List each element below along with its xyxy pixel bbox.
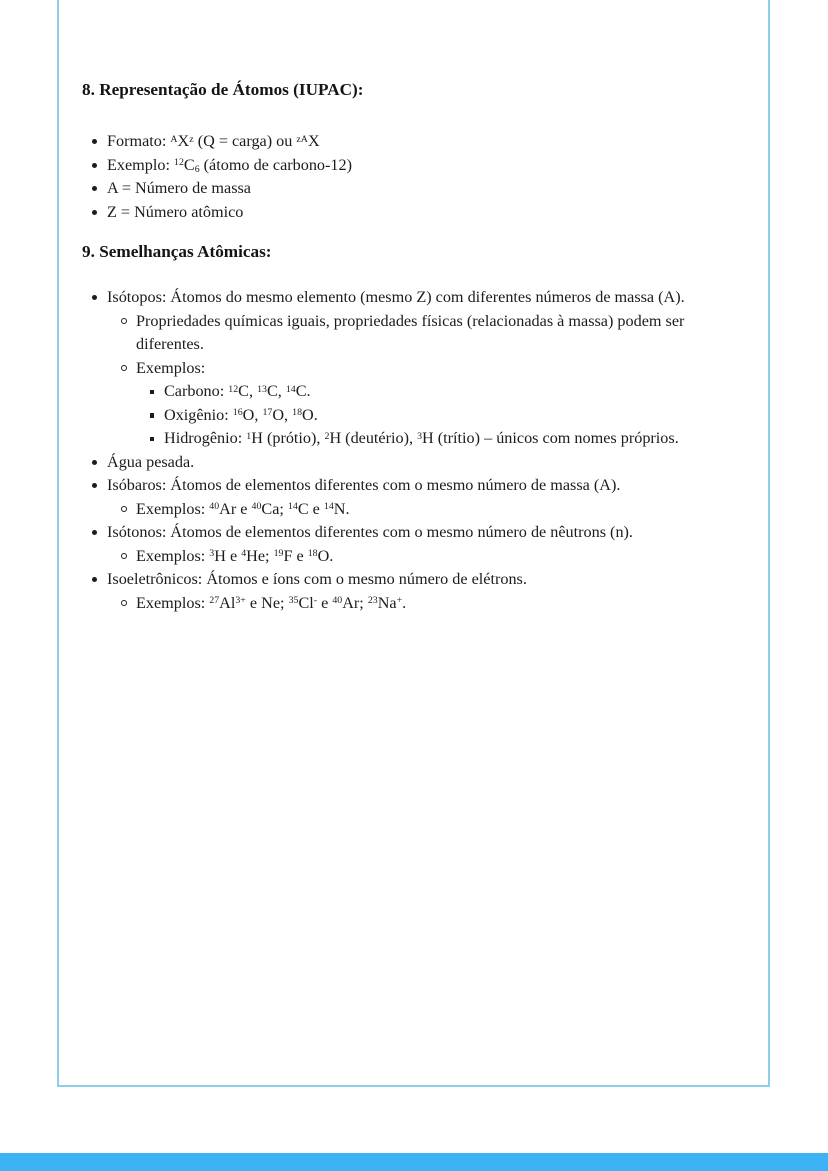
list-item-text: Exemplos: $^{27}Al^{3+}$ e Ne; $^{35}$Cl- e $^{40}$Ar; $^{23}$Na+. <box>136 593 407 612</box>
list-item-text: Água pesada. <box>107 452 195 471</box>
bullet-square-marker <box>150 437 155 442</box>
list-item-text: Isótopos: Átomos do mesmo elemento (mesmo Z) com diferentes números de massa (A). <box>107 288 685 306</box>
bullet-circle-marker <box>121 553 127 559</box>
list-item-text: Isótonos: Átomos de elementos diferentes com o mesmo número de nêutrons (n). <box>107 523 633 541</box>
bullet-circle-marker <box>121 506 127 512</box>
list-item <box>82 380 746 404</box>
list-item-text: Formato: $^AX^z$ (Q = carga) ou $^{zA}$X <box>107 132 320 150</box>
list-item <box>82 474 746 498</box>
bullet-disc-marker <box>92 295 97 300</box>
footer-accent-bar <box>0 1153 828 1171</box>
list-item <box>82 521 746 545</box>
bullet-disc-marker <box>92 460 97 465</box>
section-semelhancas-atomicas <box>82 240 746 615</box>
bullet-disc-marker <box>92 483 97 488</box>
bullet-list <box>82 286 746 615</box>
list-item <box>82 357 746 381</box>
list-item-text: Propriedades químicas iguais, propriedades físicas (relacionadas à massa) podem ser diferentes. <box>136 311 685 353</box>
list-item <box>82 201 746 225</box>
list-item-text: Exemplos: $^{40}$Ar e $^{40}$Ca; $^{14}$C e $^{14}$N. <box>136 499 350 518</box>
list-item-text: Hidrogênio: $^1$H (prótio), $^2$H (deutério), $^3$H (trítio) – únicos com nomes próprios. <box>164 429 679 447</box>
list-item-text: Exemplo: $^{12}C_6$ (átomo de carbono-12) <box>107 155 352 176</box>
list-item <box>82 286 746 310</box>
section-heading: 9. Semelhanças Atômicas: <box>82 242 272 261</box>
list-item <box>82 310 746 357</box>
list-item-text: Exemplos: $^3$H e $^4$He; $^{19}$F e $^{18}$O. <box>136 546 334 565</box>
list-item <box>82 451 746 475</box>
bullet-square-marker <box>150 390 155 395</box>
list-item-text: Oxigênio: $^{16}$O, $^{17}$O, $^{18}$O. <box>164 405 318 424</box>
bullet-list <box>82 130 746 224</box>
list-item <box>82 404 746 428</box>
bullet-disc-marker <box>92 163 97 168</box>
section-heading: 8. Representação de Átomos (IUPAC): <box>82 80 364 99</box>
list-item <box>82 545 746 569</box>
bullet-disc-marker <box>92 577 97 582</box>
list-item <box>82 427 746 451</box>
list-item-text: Carbono: $^{12}$C, $^{13}$C, $^{14}$C. <box>164 382 311 400</box>
bullet-disc-marker <box>92 210 97 215</box>
list-item-text: Exemplos: <box>136 358 206 377</box>
list-item <box>82 177 746 201</box>
bullet-circle-marker <box>121 600 127 606</box>
list-item-text: Z = Número atômico <box>107 202 244 221</box>
bullet-disc-marker <box>92 530 97 535</box>
list-item <box>82 498 746 522</box>
list-item <box>82 568 746 592</box>
bullet-square-marker <box>150 413 155 418</box>
bullet-circle-marker <box>121 365 127 371</box>
section-representacao-atomos <box>82 78 746 224</box>
bullet-disc-marker <box>92 139 97 144</box>
list-item <box>82 130 746 154</box>
bullet-circle-marker <box>121 318 127 324</box>
document-content <box>82 78 746 615</box>
list-item-text: A = Número de massa <box>107 179 251 197</box>
bullet-disc-marker <box>92 186 97 191</box>
document-page-frame <box>57 0 770 1087</box>
list-item <box>82 592 746 616</box>
list-item-text: Isoeletrônicos: Átomos e íons com o mesmo número de elétrons. <box>107 570 527 588</box>
list-item-text: Isóbaros: Átomos de elementos diferentes com o mesmo número de massa (A). <box>107 476 621 494</box>
list-item <box>82 154 746 178</box>
